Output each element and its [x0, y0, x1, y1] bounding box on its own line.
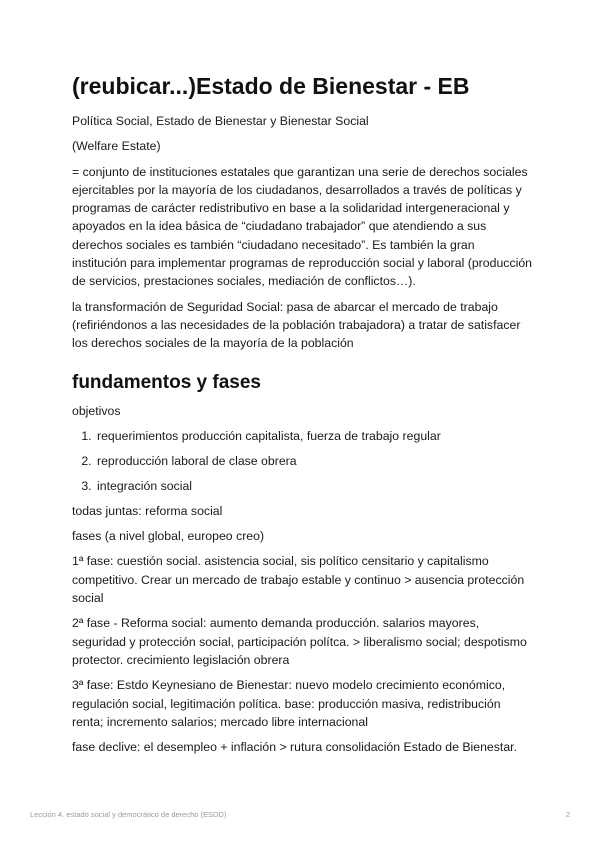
document-page: [72, 70, 532, 763]
footer-page-number: 2: [565, 810, 570, 819]
objectives-list: [72, 427, 532, 495]
subtitle-paragraph: Política Social, Estado de Bienestar y Bienestar Social: [72, 114, 369, 128]
transformation-paragraph: la transformación de Seguridad Social: pasa de abarcar el mercado de trabajo (refiriéndonos a las necesidades de la población trabajadora) a tratar de satisfacer los derechos sociales de la mayoría de la población: [72, 299, 521, 351]
footer-course: Lección 4. estado social y democrático de derecho (ESDD): [30, 810, 227, 819]
page-footer: [30, 810, 570, 819]
list-item: 2. reproducción laboral de clase obrera: [95, 452, 532, 470]
phases-label: fases (a nivel global, europeo creo): [72, 529, 265, 544]
list-item: 3. integración social: [95, 477, 532, 495]
section-heading: fundamentos y fases: [72, 371, 261, 393]
page-title: (reubicar...)Estado de Bienestar - EB: [72, 73, 470, 99]
phase-1-paragraph: 1ª fase: cuestión social. asistencia social, sis político censitario y capitalismo competitivo. Crear un mercado de trabajo estable y continuo > ausencia protección social: [72, 554, 525, 606]
decline-paragraph: fase declive: el desempleo + inflación > rutura consolidación Estado de Bienestar.: [72, 740, 518, 755]
welfare-paragraph: (Welfare Estate): [72, 139, 161, 154]
objectives-label: objetivos: [72, 403, 121, 418]
together-paragraph: todas juntas: reforma social: [72, 503, 223, 518]
phase-3-paragraph: 3ª fase: Estdo Keynesiano de Bienestar: nuevo modelo crecimiento económico, regulación social, legitimación política. base: producción masiva, redistribución renta; incremento salarios; mercado libre internacional: [72, 678, 506, 729]
list-item: 1. requerimientos producción capitalista, fuerza de trabajo regular: [95, 427, 532, 445]
phase-2-paragraph: 2ª fase - Reforma social: aumento demanda producción. salarios mayores, seguridad y protección social, participación polítca. > liberalismo social; despotismo protector. crecimiento legislación obrera: [72, 616, 527, 667]
definition-paragraph: = conjunto de instituciones estatales que garantizan una serie de derechos sociales ejercitables por la mayoría de los ciudadanos, desarrollados a través de políticas y programas de carácter redistributivo en base a la solidaridad intergeneracional y apoyados en la idea básica de “ciudadano trabajador” que atendiendo a sus derechos sociales es también “ciudadano necesitado”. Es también la gran institución para implementar programas de reproducción social y laboral (producción de servicios, prestaciones sociales, mediación de conflictos…).: [72, 164, 532, 289]
